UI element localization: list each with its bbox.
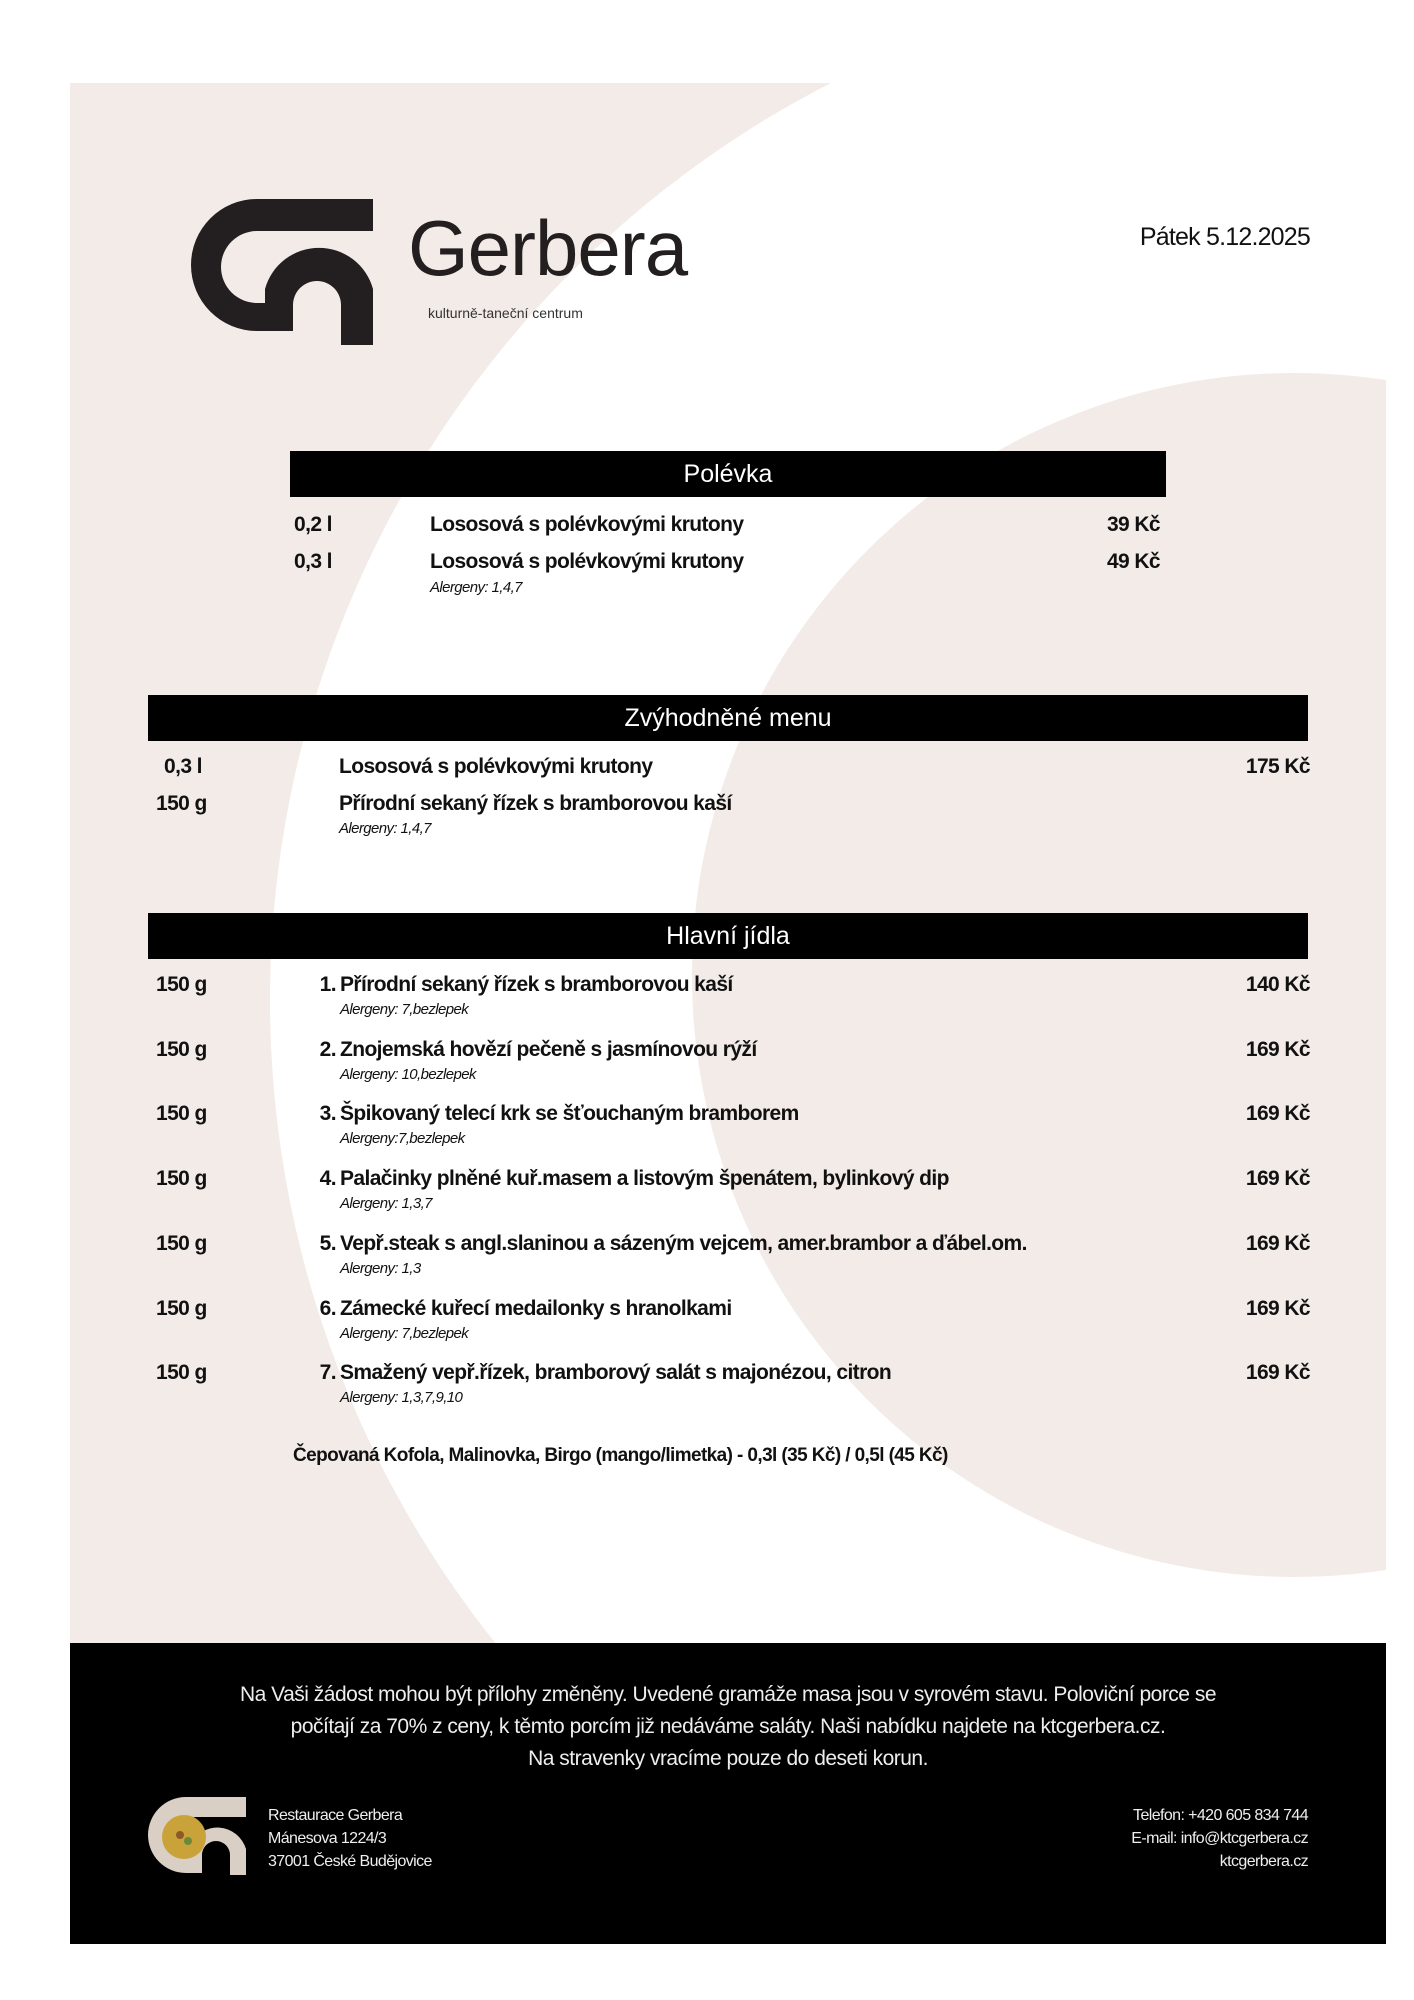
footer bbox=[70, 1643, 1386, 1944]
dish-name: Lososová s polévkovými krutony bbox=[430, 550, 744, 573]
allergens: Alergeny: 1,3,7 bbox=[340, 1195, 432, 1213]
qty: 150 g bbox=[156, 1037, 207, 1061]
dish-name: Přírodní sekaný řízek s bramborovou kaší bbox=[340, 973, 733, 996]
email-link[interactable]: E-mail: info@ktcgerbera.cz bbox=[1131, 1830, 1308, 1847]
section-header-menu: Zvýhodněné menu bbox=[148, 695, 1308, 741]
dish-name: Zámecké kuřecí medailonky s hranolkami bbox=[340, 1296, 732, 1320]
allergens: Alergeny: 7,bezlepek bbox=[340, 1324, 469, 1342]
address-line: Restaurace Gerbera bbox=[268, 1807, 403, 1824]
dish-number: 7. bbox=[319, 1361, 336, 1385]
dish-name: Znojemská hovězí pečeně s jasmínovou rýží bbox=[340, 1037, 757, 1061]
address-line: Mánesova 1224/3 bbox=[268, 1830, 387, 1847]
dish-number: 1. bbox=[319, 973, 336, 996]
qty: 0,3 l bbox=[164, 755, 202, 778]
dish-name: Lososová s polévkovými krutony bbox=[339, 755, 653, 778]
footer-note: Na Vaši žádost mohou být přílohy změněny. Uvedené gramáže masa jsou v syrovém stavu. Poloviční porce se bbox=[239, 1683, 1217, 1706]
footer-note: počítají za 70% z ceny, k těmto porcím již nedáváme saláty. Naši nabídku najdete na ktcgerbera.cz. bbox=[290, 1715, 1166, 1738]
allergens: Alergeny:7,bezlepek bbox=[340, 1130, 465, 1148]
qty: 150 g bbox=[156, 792, 207, 815]
price: 169 Kč bbox=[1245, 1037, 1310, 1061]
price: 39 Kč bbox=[1106, 513, 1160, 536]
price: 169 Kč bbox=[1245, 1231, 1310, 1255]
phone: Telefon: +420 605 834 744 bbox=[1133, 1807, 1308, 1824]
price: 169 Kč bbox=[1245, 1102, 1310, 1126]
dish-name: Lososová s polévkovými krutony bbox=[430, 513, 744, 536]
dish-number: 6. bbox=[319, 1296, 336, 1320]
dish-name: Smažený vepř.řízek, bramborový salát s majonézou, citron bbox=[340, 1361, 892, 1385]
dish-name: Špikovaný telecí krk se šťouchaným bramborem bbox=[340, 1102, 799, 1126]
allergens: Alergeny: 1,3,7,9,10 bbox=[340, 1389, 463, 1407]
brand-tagline: kulturně-taneční centrum bbox=[428, 305, 583, 321]
allergens: Alergeny: 1,3 bbox=[340, 1259, 421, 1277]
section-header-soup: Polévka bbox=[290, 451, 1166, 497]
qty: 150 g bbox=[156, 973, 207, 996]
footer-note: Na stravenky vracíme pouze do deseti korun. bbox=[528, 1747, 928, 1770]
qty: 150 g bbox=[156, 1296, 207, 1320]
dish-name: Palačinky plněné kuř.masem a listovým špenátem, bylinkový dip bbox=[340, 1167, 949, 1191]
dish-name: Přírodní sekaný řízek s bramborovou kaší bbox=[339, 792, 732, 815]
qty: 150 g bbox=[156, 1231, 207, 1255]
soup-logo-icon bbox=[146, 1795, 250, 1877]
allergens: Alergeny: 1,4,7 bbox=[430, 579, 522, 596]
qty: 0,2 l bbox=[294, 513, 332, 536]
dish-number: 2. bbox=[319, 1037, 336, 1061]
allergens: Alergeny: 10,bezlepek bbox=[340, 1065, 476, 1083]
dish-number: 4. bbox=[319, 1167, 336, 1191]
price: 140 Kč bbox=[1245, 973, 1310, 996]
dish-name: Vepř.steak s angl.slaninou a sázeným vejcem, amer.brambor a ďábel.om. bbox=[340, 1231, 1027, 1255]
price: 169 Kč bbox=[1245, 1167, 1310, 1191]
address-line: 37001 České Budějovice bbox=[268, 1853, 432, 1870]
date: Pátek 5.12.2025 bbox=[1139, 223, 1310, 251]
menu-page bbox=[70, 83, 1386, 1944]
brand-name: Gerbera bbox=[408, 204, 688, 292]
gerbera-logo-icon bbox=[173, 185, 377, 345]
website-link[interactable]: ktcgerbera.cz bbox=[1219, 1853, 1308, 1870]
dish-number: 3. bbox=[319, 1102, 336, 1126]
allergens: Alergeny: 7,bezlepek bbox=[340, 1001, 469, 1018]
dish-number: 5. bbox=[319, 1231, 336, 1255]
section-header-mains: Hlavní jídla bbox=[148, 913, 1308, 959]
price: 175 Kč bbox=[1245, 755, 1310, 778]
price: 169 Kč bbox=[1245, 1296, 1310, 1320]
allergens: Alergeny: 1,4,7 bbox=[339, 820, 431, 837]
price: 49 Kč bbox=[1106, 550, 1160, 573]
qty: 0,3 l bbox=[294, 550, 332, 573]
qty: 150 g bbox=[156, 1102, 207, 1126]
drinks-info: Čepovaná Kofola, Malinovka, Birgo (mango/limetka) - 0,3l (35 Kč) / 0,5l (45 Kč) bbox=[293, 1445, 948, 1466]
qty: 150 g bbox=[156, 1167, 207, 1191]
price: 169 Kč bbox=[1245, 1361, 1310, 1385]
qty: 150 g bbox=[156, 1361, 207, 1385]
